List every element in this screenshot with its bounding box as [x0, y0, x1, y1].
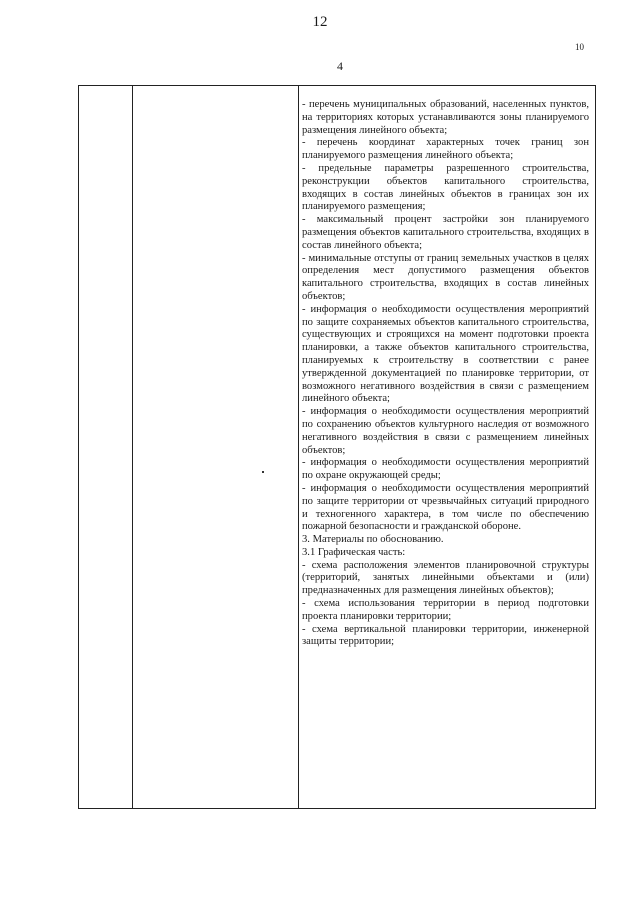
paragraph-coordinates: - перечень координат характерных точек границ зон планируемого размещения линейного объекта; [302, 137, 589, 162]
paragraph-environment: - информация о необходимости осуществления мероприятий по охране окружающей среды; [302, 457, 589, 482]
paragraph-layout-scheme: - схема расположения элементов планировочной структуры (территорий, занятых линейными объектами и (или) предназначенных для размещения линейных объектов); [302, 559, 589, 597]
paragraph-protection-objects: - информация о необходимости осуществления мероприятий по защите сохраняемых объектов капитального строительства, существующих и строящихся на момент подготовки проекта планировки, а также объектов капитального строительства, планируемых к строительству в соответствии с ранее утвержденной документацией по планировке территории, от возможного негативного воздействия в связи с размещением линейного объекта; [302, 303, 589, 405]
side-page-number: 10 [575, 42, 584, 52]
page-number: 12 [312, 14, 328, 30]
paragraph-max-percent: - максимальный процент застройки зон планируемого размещения объектов капитального строительства, входящих в состав линейного объекта; [302, 214, 589, 251]
inner-page-number: 4 [337, 59, 343, 73]
table-column-divider-1 [132, 86, 133, 808]
document-table [78, 85, 596, 809]
paragraph-territory-use-scheme: - схема использования территории в период подготовки проекта планировки территории; [302, 598, 589, 622]
paragraph-vertical-layout-scheme: - схема вертикальной планировки территории, инженерной защиты территории; [302, 623, 589, 648]
subsection-heading-graphics: 3.1 Графическая часть: [302, 546, 406, 558]
paragraph-cultural-heritage: - информация о необходимости осуществления мероприятий по сохранению объектов культурного наследия от возможного негативного воздействия в связи с размещением линейных объектов; [302, 406, 589, 456]
table-column-divider-2 [298, 86, 299, 808]
section-heading-materials: 3. Материалы по обоснованию. [302, 534, 444, 546]
scan-dot [262, 471, 264, 473]
paragraph-municipalities: - перечень муниципальных образований, населенных пунктов, на территориях которых устанавливаются зоны планируемого размещения линейного объекта; [302, 99, 589, 136]
paragraph-parameters: - предельные параметры разрешенного строительства, реконструкции объектов капитального строительства, входящих в состав линейных объектов в границах зон их планируемого размещения; [302, 162, 589, 213]
paragraph-emergency: - информация о необходимости осуществления мероприятий по защите территории от чрезвычайных ситуаций природного и техногенного характера, в том числе по обеспечению пожарной безопасности и гражданской обороне. [302, 482, 589, 533]
table-content-cell [302, 99, 589, 649]
paragraph-min-setbacks: - минимальные отступы от границ земельных участков в целях определения мест допустимого размещения объектов капитального строительства, входящих в состав линейных объектов; [302, 252, 589, 302]
